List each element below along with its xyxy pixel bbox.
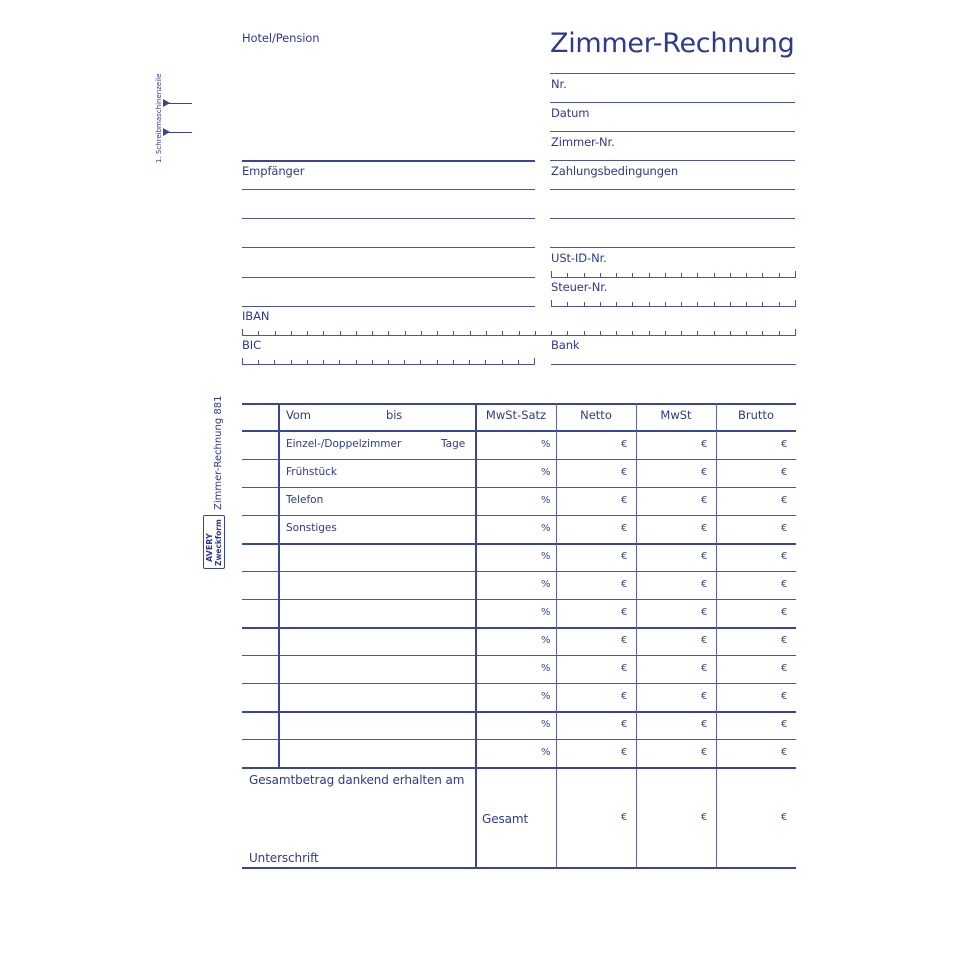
title-underline [550,73,795,74]
zimmer-nr-field[interactable] [550,160,795,161]
tick-mark [795,271,796,277]
tick-mark [275,331,276,335]
tick-mark [600,273,601,277]
nr-field[interactable] [550,102,795,103]
tick-mark [307,360,308,364]
tick-mark [730,273,731,277]
tick-mark [632,302,633,306]
netto-cell[interactable]: € [621,439,628,450]
brutto-cell[interactable]: € [781,691,788,702]
tick-mark [584,331,585,335]
tick-mark [291,360,292,364]
mwst-cell[interactable]: € [701,495,708,506]
tick-mark [697,273,698,277]
col-mwst: MwSt [660,408,692,422]
recipient-label: Empfänger [242,164,305,178]
tick-mark [762,273,763,277]
tick-mark [551,271,552,277]
netto-cell[interactable]: € [621,719,628,730]
tick-mark [584,273,585,277]
table-vline-left [278,403,280,768]
tick-mark [600,302,601,306]
mwst-cell[interactable]: € [701,635,708,646]
brutto-cell[interactable]: € [781,551,788,562]
tick-mark [746,273,747,277]
netto-cell[interactable]: € [621,635,628,646]
mwst-cell[interactable]: € [701,691,708,702]
bic-label: BIC [242,338,262,352]
brand-zweckform: Zweckform [214,519,223,566]
tick-mark [519,331,520,335]
table-row[interactable] [242,543,796,571]
tick-mark [665,302,666,306]
tick-mark [485,360,486,364]
tick-mark [795,300,796,306]
form-number: Zimmer-Rechnung 881 [213,395,224,510]
netto-cell[interactable]: € [621,607,628,618]
mwst-cell[interactable]: € [701,551,708,562]
table-row[interactable] [242,711,796,739]
netto-cell[interactable]: € [621,747,628,758]
table-vline-netto [636,403,637,868]
brutto-cell[interactable]: € [781,579,788,590]
signature-label: Unterschrift [249,851,319,865]
tick-mark [567,331,568,335]
row-extra: Tage [441,438,466,450]
hotel-label: Hotel/Pension [242,31,320,45]
table-row[interactable] [242,627,796,655]
steuer-nr-label: Steuer-Nr. [551,280,608,294]
tick-mark [291,331,292,335]
brand-avery: AVERY [205,533,214,562]
mwst-cell[interactable]: € [701,523,708,534]
tick-mark [242,329,243,335]
recipient-divider [242,160,535,162]
vat-rate-cell[interactable]: % [541,551,551,562]
typewriter-marker-1 [164,103,192,104]
table-footer-border [242,767,796,769]
tick-mark [307,331,308,335]
tick-mark [665,273,666,277]
table-vline-mwst [716,403,717,868]
tick-mark [534,358,535,364]
brutto-cell[interactable]: € [781,467,788,478]
tick-mark [714,302,715,306]
netto-cell[interactable]: € [621,663,628,674]
bank-field[interactable] [551,364,796,365]
tick-mark [258,360,259,364]
brutto-cell[interactable]: € [781,663,788,674]
tick-mark [323,360,324,364]
total-mwst[interactable]: € [701,812,708,823]
mwst-cell[interactable]: € [701,439,708,450]
tick-mark [356,360,357,364]
brutto-cell[interactable]: € [781,439,788,450]
row-label: Sonstiges [286,522,337,534]
tick-mark [616,302,617,306]
tick-mark [649,273,650,277]
vat-rate-cell[interactable]: % [541,691,551,702]
tick-mark [714,331,715,335]
table-row[interactable] [242,487,796,515]
netto-cell[interactable]: € [621,551,628,562]
table-row[interactable] [242,571,796,599]
tick-mark [421,331,422,335]
ust-id-field[interactable] [551,271,796,278]
tick-mark [616,331,617,335]
avery-logo [203,515,225,569]
tick-mark [649,302,650,306]
vat-rate-cell[interactable]: % [541,467,551,478]
tick-mark [567,273,568,277]
tick-mark [258,331,259,335]
datum-label: Datum [551,106,590,120]
tick-mark [469,360,470,364]
vat-rate-cell[interactable]: % [541,439,551,450]
brutto-cell[interactable]: € [781,635,788,646]
tick-mark [697,331,698,335]
zahlungsbedingungen-field-2[interactable] [550,218,795,219]
ust-id-label: USt-ID-Nr. [551,251,607,265]
tick-mark [649,331,650,335]
tick-mark [404,360,405,364]
row-label: Frühstück [286,466,337,478]
tick-mark [453,360,454,364]
tick-mark [714,273,715,277]
mwst-cell[interactable]: € [701,607,708,618]
total-netto[interactable]: € [621,812,628,823]
tick-mark [665,331,666,335]
tick-mark [730,302,731,306]
mwst-cell[interactable]: € [701,467,708,478]
netto-cell[interactable]: € [621,691,628,702]
zimmer-nr-label: Zimmer-Nr. [551,135,615,149]
tick-mark [779,302,780,306]
netto-cell[interactable]: € [621,495,628,506]
vat-rate-cell[interactable]: % [541,747,551,758]
tick-mark [339,360,340,364]
tick-mark [600,331,601,335]
iban-label: IBAN [242,309,270,323]
mwst-cell[interactable]: € [701,747,708,758]
table-top-border [242,403,796,405]
table-row[interactable] [242,599,796,627]
table-row[interactable] [242,655,796,683]
brutto-cell[interactable]: € [781,747,788,758]
tick-mark [372,331,373,335]
tick-mark [453,331,454,335]
tick-mark [681,273,682,277]
tick-mark [681,331,682,335]
recipient-line-4[interactable] [242,277,535,278]
vat-rate-cell[interactable]: % [541,635,551,646]
tick-mark [535,331,536,335]
tick-mark [372,360,373,364]
tick-mark [274,360,275,364]
typewriter-line-note: 1. Schreibmaschinenzeile [155,73,163,163]
table-bottom-border [242,867,796,869]
tick-mark [632,273,633,277]
datum-field[interactable] [550,131,795,132]
tick-mark [746,302,747,306]
tick-mark [551,331,552,335]
tick-mark [567,302,568,306]
tick-mark [502,360,503,364]
tick-mark [420,360,421,364]
tick-mark [616,273,617,277]
tick-mark [242,358,243,364]
total-brutto[interactable]: € [781,812,788,823]
tick-mark [340,331,341,335]
mwst-cell[interactable]: € [701,663,708,674]
table-vline-satz [556,403,557,868]
tick-mark [681,302,682,306]
bank-label: Bank [551,338,580,352]
tick-mark [437,331,438,335]
table-vline-desc [475,403,477,868]
tick-mark [518,360,519,364]
tick-mark [584,302,585,306]
row-label: Telefon [286,494,324,506]
col-mwst-satz: MwSt-Satz [485,408,547,422]
tick-mark [388,360,389,364]
tick-mark [323,331,324,335]
tick-mark [762,331,763,335]
tick-mark [486,331,487,335]
tick-mark [746,331,747,335]
row-label: Einzel-/Doppelzimmer [286,438,402,450]
col-bis: bis [386,408,403,422]
tick-mark [551,300,552,306]
tick-mark [356,331,357,335]
tick-mark [437,360,438,364]
netto-cell[interactable]: € [621,467,628,478]
mwst-cell[interactable]: € [701,719,708,730]
tick-mark [502,331,503,335]
steuer-nr-field[interactable] [551,300,796,307]
vat-rate-cell[interactable]: % [541,495,551,506]
col-netto: Netto [580,408,612,422]
tick-mark [388,331,389,335]
zahlungsbedingungen-field-1[interactable] [550,189,795,190]
tick-mark [779,331,780,335]
zahlungsbedingungen-field-3[interactable] [550,247,795,248]
table-row[interactable] [242,739,796,767]
table-row[interactable] [242,683,796,711]
col-vom: Vom [286,408,311,422]
vat-rate-cell[interactable]: % [541,719,551,730]
page-title: Zimmer-Rechnung [550,28,795,59]
vat-rate-cell[interactable]: % [541,607,551,618]
brutto-cell[interactable]: € [781,523,788,534]
netto-cell[interactable]: € [621,523,628,534]
tick-mark [405,331,406,335]
received-label: Gesamtbetrag dankend erhalten am [249,773,465,787]
recipient-line-2[interactable] [242,218,535,219]
brutto-cell[interactable]: € [781,607,788,618]
zahlungsbedingungen-label: Zahlungsbedingungen [551,164,679,178]
tick-mark [762,302,763,306]
netto-cell[interactable]: € [621,579,628,590]
recipient-line-3[interactable] [242,247,535,248]
mwst-cell[interactable]: € [701,579,708,590]
nr-label: Nr. [551,77,567,91]
bic-field[interactable] [242,358,535,365]
vat-rate-cell[interactable]: % [541,663,551,674]
recipient-line-5[interactable] [242,306,535,307]
iban-field[interactable] [242,329,796,336]
col-brutto: Brutto [738,408,774,422]
vat-rate-cell[interactable]: % [541,523,551,534]
tick-mark [470,331,471,335]
tick-mark [779,273,780,277]
tick-mark [730,331,731,335]
brutto-cell[interactable]: € [781,495,788,506]
tick-mark [795,329,796,335]
vat-rate-cell[interactable]: % [541,579,551,590]
recipient-line-1[interactable] [242,189,535,190]
total-label: Gesamt [482,812,529,826]
tick-mark [632,331,633,335]
typewriter-marker-2 [164,132,192,133]
tick-mark [697,302,698,306]
brutto-cell[interactable]: € [781,719,788,730]
